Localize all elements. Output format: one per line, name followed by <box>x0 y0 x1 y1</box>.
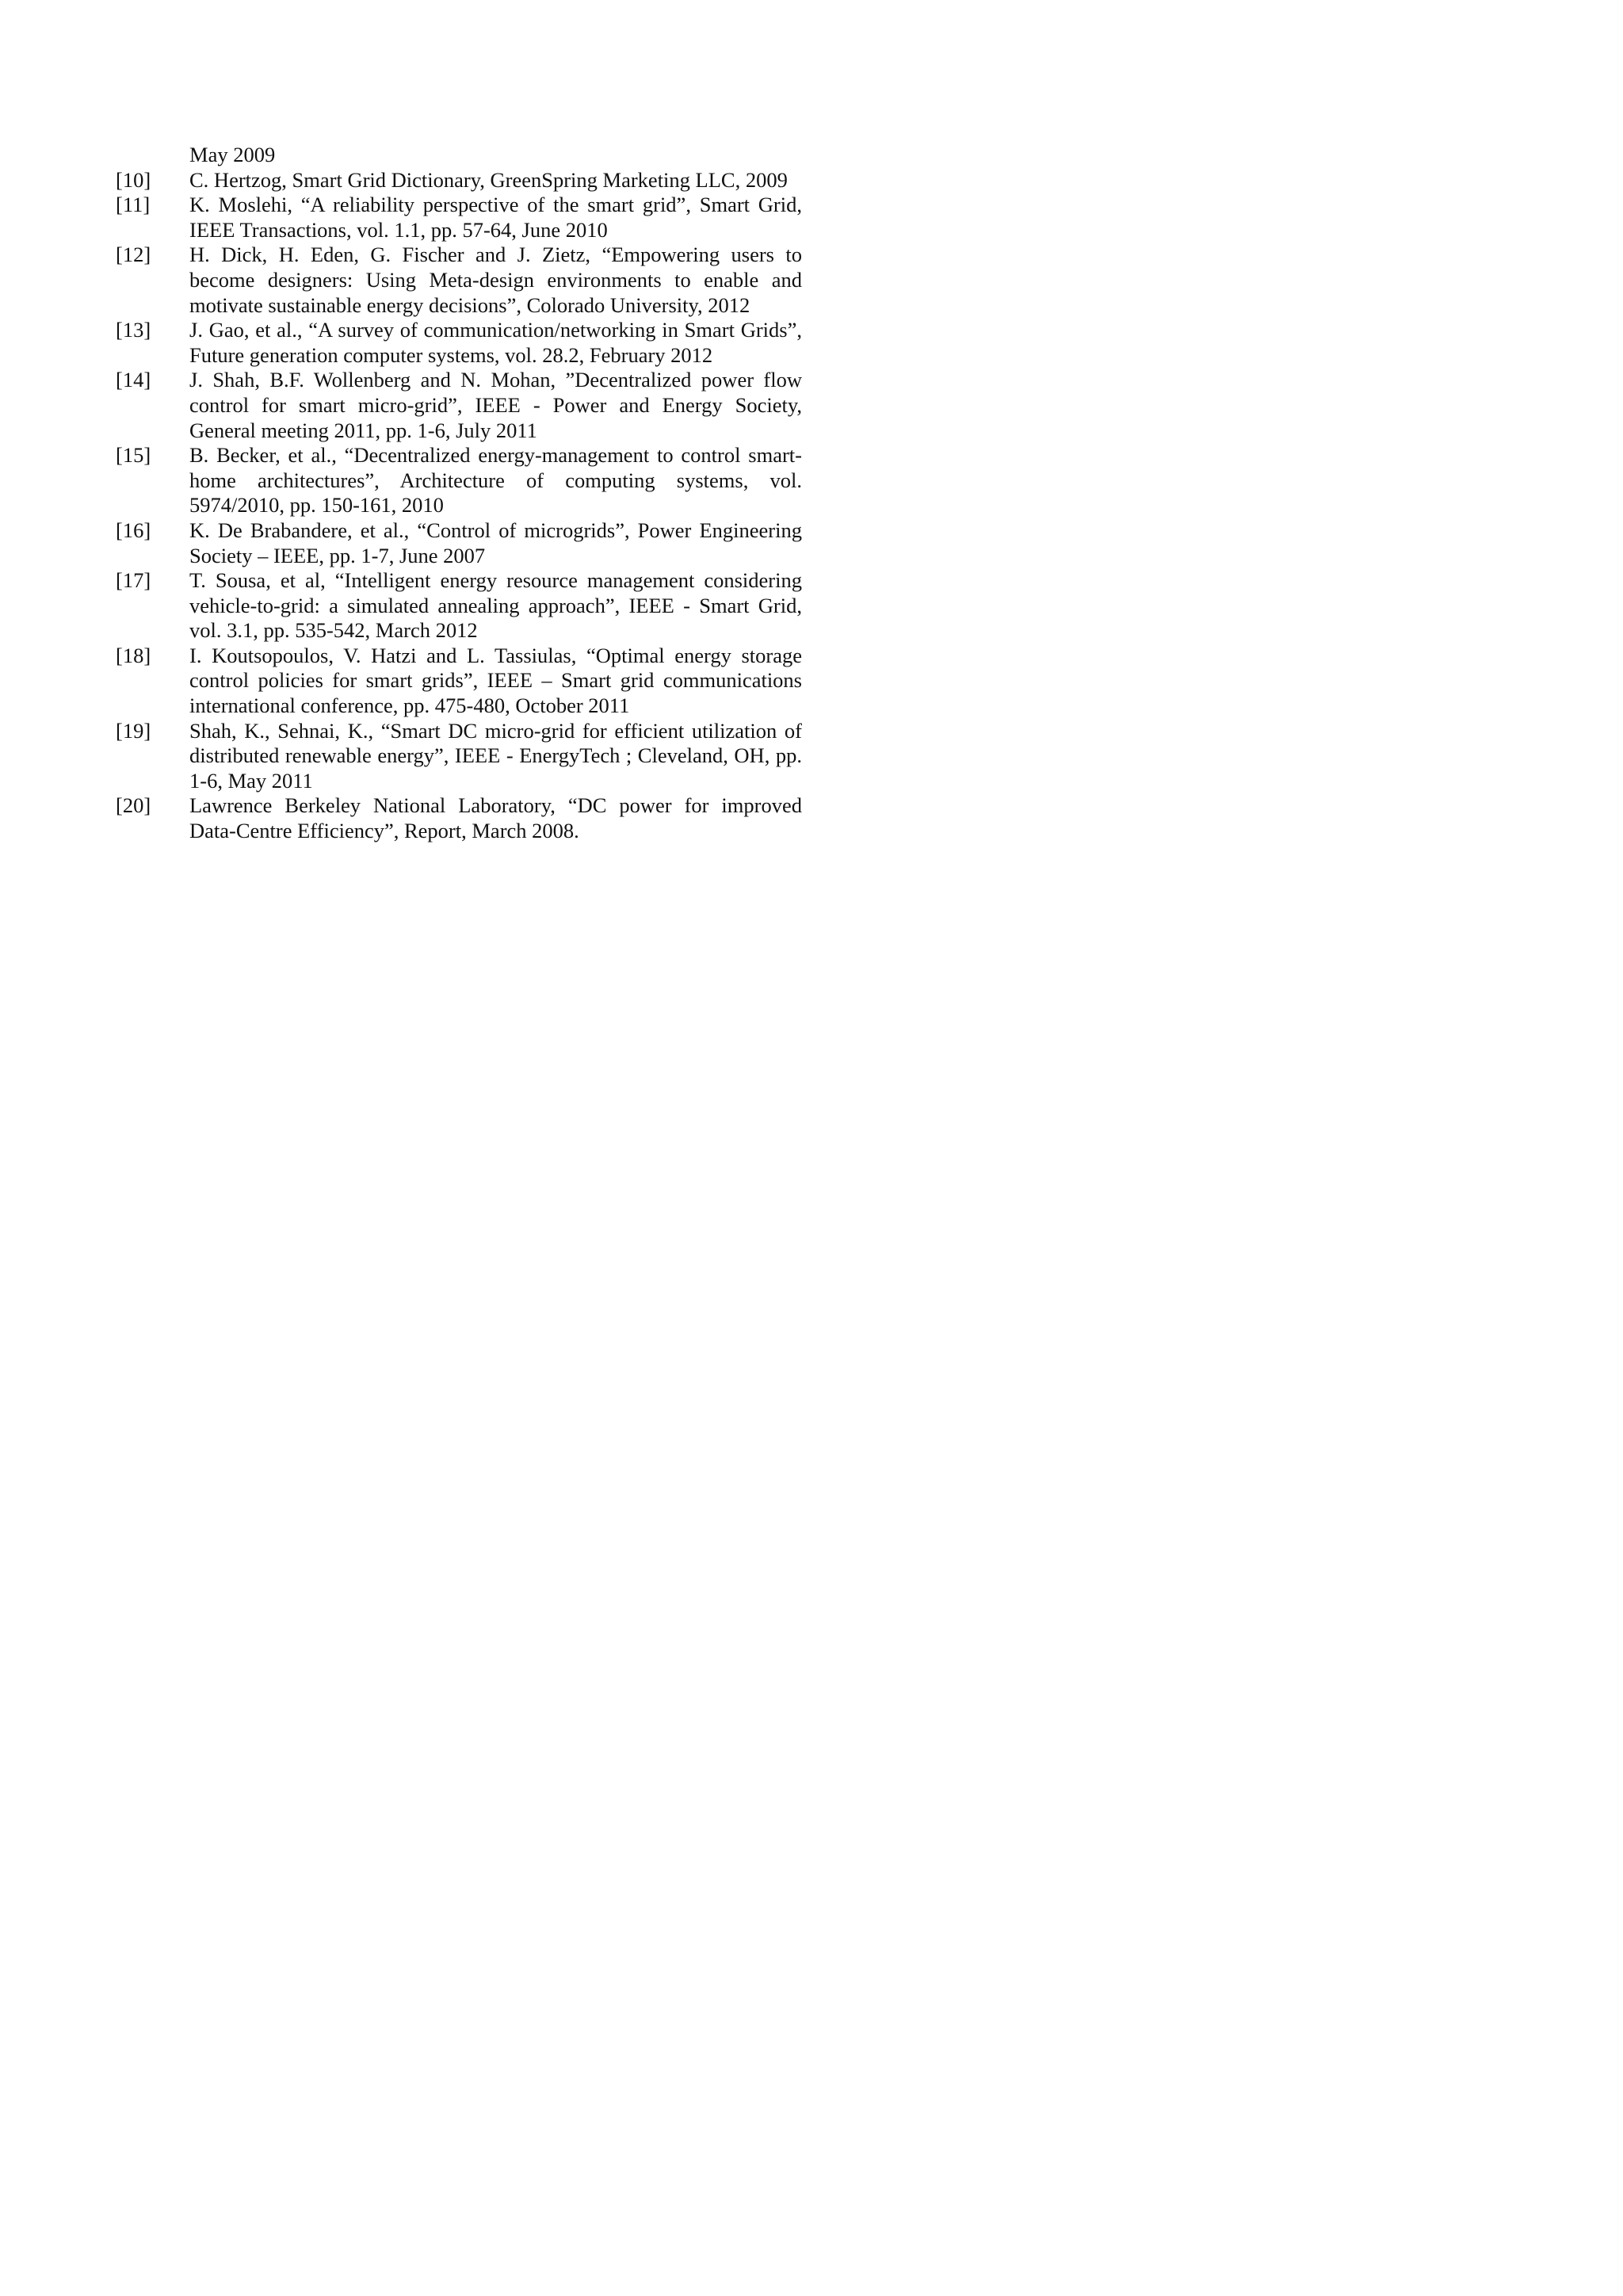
reference-item <box>116 243 802 318</box>
reference-text: Lawrence Berkeley National Laboratory, “DC power for improved Data-Centre Efficiency”, Report, March 2008. <box>189 793 802 843</box>
reference-text: I. Koutsopoulos, V. Hatzi and L. Tassiulas, “Optimal energy storage control policies for smart grids”, IEEE – Smart grid communications international conference, pp. 475-480, October 2011 <box>189 643 802 718</box>
reference-number: [15] <box>116 443 151 468</box>
reference-number: [13] <box>116 318 151 342</box>
reference-item <box>116 443 802 518</box>
reference-item <box>116 644 802 719</box>
reference-item <box>116 518 802 568</box>
reference-text: J. Gao, et al., “A survey of communication/networking in Smart Grids”, Future generation computer systems, vol. 28.2, February 2012 <box>189 318 802 367</box>
reference-text: J. Shah, B.F. Wollenberg and N. Mohan, ”Decentralized power flow control for smart micro-grid”, IEEE - Power and Energy Society, General meeting 2011, pp. 1-6, July 2011 <box>189 368 802 442</box>
reference-text: C. Hertzog, Smart Grid Dictionary, GreenSpring Marketing LLC, 2009 <box>189 167 788 192</box>
reference-list <box>116 143 802 844</box>
reference-item <box>116 719 802 794</box>
reference-item <box>116 568 802 644</box>
reference-number: [10] <box>116 167 151 192</box>
reference-item <box>116 793 802 843</box>
reference-continuation: May 2009 <box>189 143 276 166</box>
reference-text: K. Moslehi, “A reliability perspective of the smart grid”, Smart Grid, IEEE Transactions, vol. 1.1, pp. 57-64, June 2010 <box>189 193 802 242</box>
reference-item <box>116 193 802 243</box>
reference-number: [14] <box>116 368 151 392</box>
reference-number: [17] <box>116 568 151 593</box>
reference-text: K. De Brabandere, et al., “Control of microgrids”, Power Engineering Society – IEEE, pp. 1-7, June 2007 <box>189 518 802 567</box>
reference-text: T. Sousa, et al, “Intelligent energy resource management considering vehicle-to-grid: a simulated annealing approach”, IEEE - Smart Grid, vol. 3.1, pp. 535-542, March 2012 <box>189 568 802 643</box>
reference-item <box>116 168 802 193</box>
reference-item <box>116 368 802 443</box>
reference-number: [20] <box>116 793 151 818</box>
reference-number: [11] <box>116 193 151 217</box>
reference-number: [16] <box>116 518 151 542</box>
reference-item <box>116 318 802 368</box>
reference-text: H. Dick, H. Eden, G. Fischer and J. Zietz, “Empowering users to become designers: Using Meta-design environments to enable and motivate sustainable energy decisions”, Colorado University, 2012 <box>189 243 802 317</box>
reference-text: B. Becker, et al., “Decentralized energy-management to control smart-home architectures”, Architecture of computing systems, vol. 5974/2010, pp. 150-161, 2010 <box>189 443 802 518</box>
reference-number: [18] <box>116 643 151 667</box>
reference-text: Shah, K., Sehnai, K., “Smart DC micro-grid for efficient utilization of distributed renewable energy”, IEEE - EnergyTech ; Cleveland, OH, pp. 1-6, May 2011 <box>189 718 802 793</box>
reference-number: [12] <box>116 243 151 267</box>
reference-number: [19] <box>116 718 151 743</box>
